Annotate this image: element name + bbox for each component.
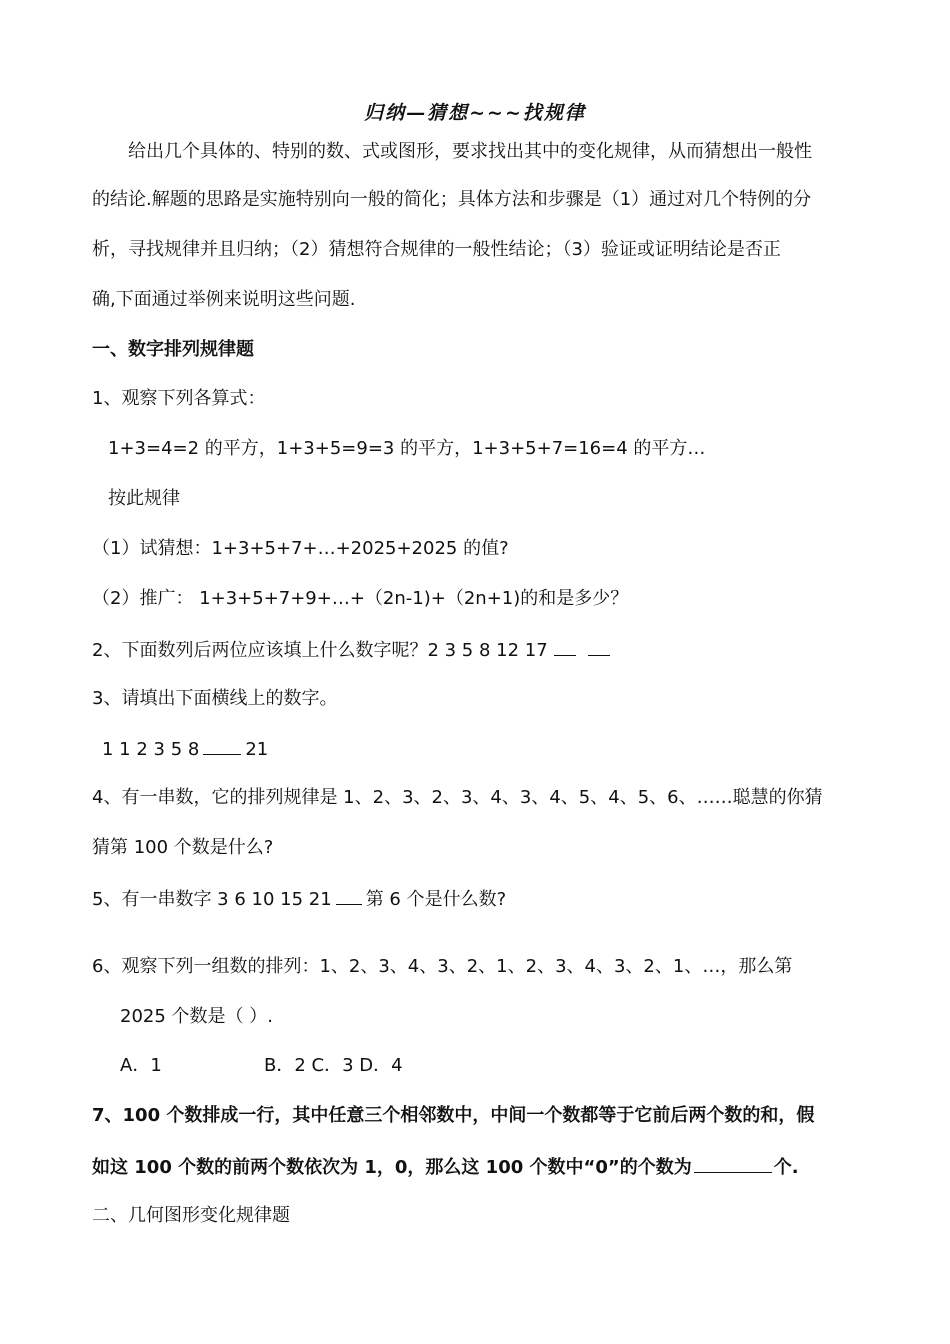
q1-stem: 1、观察下列各算式：	[92, 388, 266, 409]
q7-line-2	[92, 1154, 799, 1180]
q7-blank[interactable]	[694, 1154, 772, 1173]
q5-sequence: 5、有一串数字 3 6 10 15 21	[92, 889, 332, 910]
page-title: 归纳—猜想~~~找规律	[364, 102, 586, 124]
q3-sequence: 1 1 2 3 5 8	[102, 739, 200, 760]
q5-text	[92, 886, 506, 912]
q6-line-2: 2025 个数是（ ）.	[120, 1006, 273, 1027]
q6-options-bcd: B．2 C．3 D．4	[264, 1055, 403, 1076]
intro-line-4: 确,下面通过举例来说明这些问题.	[92, 289, 356, 310]
q3-blank[interactable]	[203, 736, 241, 755]
q3-stem: 3、请填出下面横线上的数字。	[92, 688, 338, 709]
q5-blank[interactable]	[336, 886, 362, 905]
section-1-heading: 一、数字排列规律题	[92, 339, 254, 360]
q2-blank-1[interactable]	[554, 637, 576, 656]
q7-line-1: 7、100 个数排成一行，其中任意三个相邻数中，中间一个数都等于它前后两个数的和，假	[92, 1105, 815, 1126]
q1-part-2: （2）推广： 1+3+5+7+9+…+（2n-1)+（2n+1)的和是多少？	[92, 588, 629, 609]
q7-line-2-end: 个.	[773, 1157, 799, 1178]
q1-rule: 按此规律	[108, 488, 180, 509]
intro-line-3: 析，寻找规律并且归纳；（2）猜想符合规律的一般性结论；（3）验证或证明结论是否正	[92, 239, 781, 260]
q3-end: 21	[245, 739, 269, 760]
q2-text	[92, 637, 616, 663]
q7-line-2-text: 如这 100 个数的前两个数依次为 1，0，那么这 100 个数中“0”的个数为	[92, 1157, 692, 1178]
q6-option-a: A．1	[120, 1055, 162, 1076]
q3-sequence-line	[102, 736, 268, 762]
q6-line-1: 6、观察下列一组数的排列：1、2、3、4、3、2、1、2、3、4、3、2、1、…，那么第	[92, 956, 793, 977]
intro-line-1: 给出几个具体的、特别的数、式或图形，要求找出其中的变化规律，从而猜想出一般性	[128, 141, 812, 162]
q1-formula: 1+3=4=2 的平方，1+3+5=9=3 的平方，1+3+5+7=16=4 的平方…	[108, 438, 706, 459]
q2-blank-2[interactable]	[588, 637, 610, 656]
q4-line-2: 猜第 100 个数是什么?	[92, 837, 274, 858]
section-2-heading: 二、几何图形变化规律题	[92, 1205, 290, 1226]
q4-line-1: 4、有一串数，它的排列规律是 1、2、3、2、3、4、3、4、5、4、5、6、……聪慧的你猜	[92, 787, 823, 808]
q1-part-1: （1）试猜想：1+3+5+7+…+2025+2025 的值?	[92, 538, 509, 559]
q5-question: 第 6 个是什么数?	[365, 889, 507, 910]
q2-sequence: 2、下面数列后两位应该填上什么数字呢？2 3 5 8 12 17	[92, 640, 548, 661]
intro-line-2: 的结论.解题的思路是实施特别向一般的简化；具体方法和步骤是（1）通过对几个特例的分	[92, 189, 812, 210]
